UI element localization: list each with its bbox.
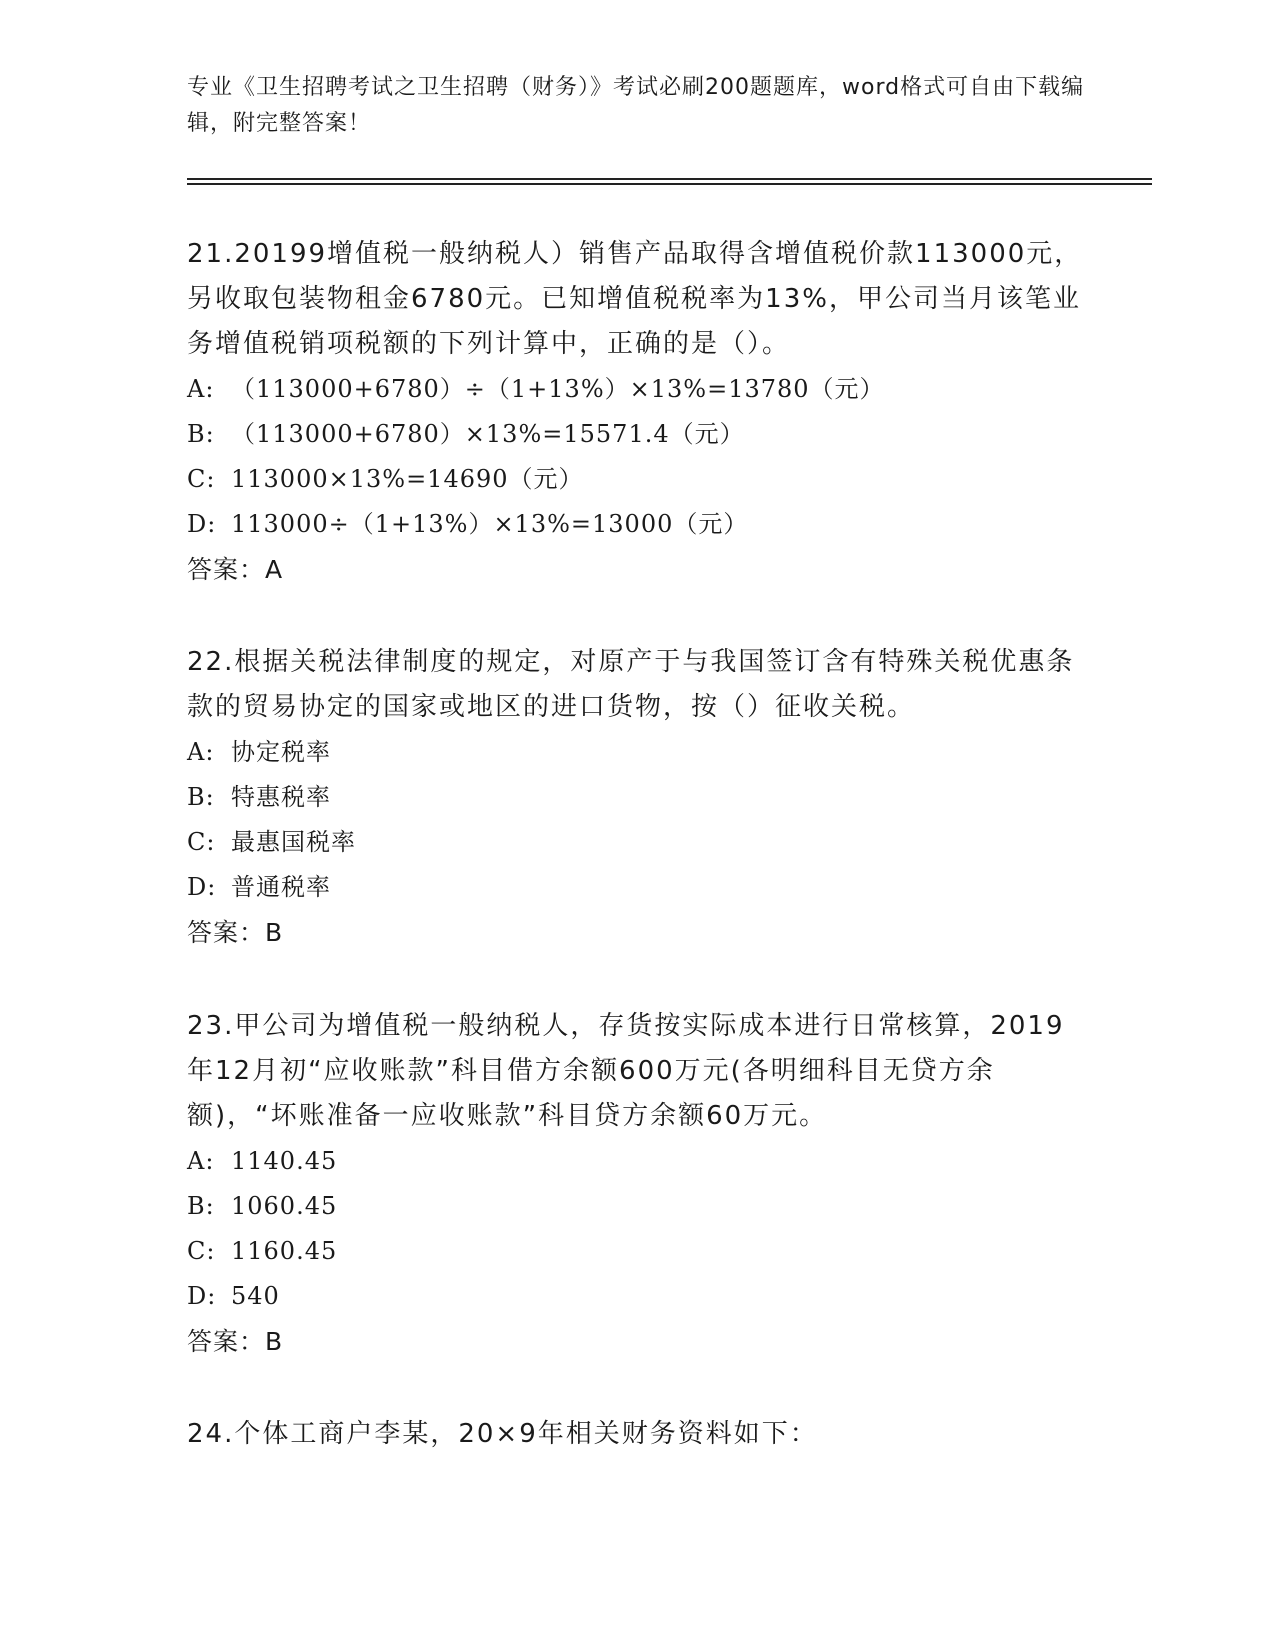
option-text: 1140.45	[231, 1147, 338, 1175]
option-key: B:	[187, 420, 215, 448]
question-stem: 23.甲公司为增值税一般纳税人，存货按实际成本进行日常核算，2019年12月初“应收账款”科目借方余额600万元(各明细科目无贷方余额)，“坏账准备一应收账款”科目贷方余额60万元。	[187, 1011, 1065, 1131]
question-24	[187, 1412, 1087, 1457]
header-divider-bottom	[187, 183, 1152, 185]
option-d	[187, 502, 1087, 547]
option-text: 1060.45	[231, 1192, 338, 1220]
option-key: A:	[187, 1147, 215, 1175]
option-text: 协定税率	[231, 738, 331, 766]
option-a	[187, 1139, 1087, 1184]
option-text: 普通税率	[231, 873, 331, 901]
option-text: （113000+6780）÷（1+13%）×13%=13780（元）	[231, 375, 885, 403]
option-key: D:	[187, 510, 217, 538]
option-b	[187, 775, 1087, 820]
header-divider-top	[187, 178, 1152, 180]
question-22	[187, 640, 1087, 955]
option-c	[187, 457, 1087, 502]
answer-line: 答案：A	[187, 555, 284, 584]
question-23	[187, 1004, 1087, 1364]
option-key: A:	[187, 375, 215, 403]
answer-line: 答案：B	[187, 918, 284, 947]
option-key: A:	[187, 738, 215, 766]
option-text: 1160.45	[231, 1237, 338, 1265]
option-b	[187, 1184, 1087, 1229]
document-header: 专业《卫生招聘考试之卫生招聘（财务）》考试必刷200题题库，word格式可自由下载编辑，附完整答案！	[187, 75, 1085, 136]
option-a	[187, 367, 1087, 412]
option-d	[187, 1274, 1087, 1319]
option-d	[187, 865, 1087, 910]
option-text: 113000÷（1+13%）×13%=13000（元）	[231, 510, 749, 538]
option-b	[187, 412, 1087, 457]
option-text: （113000+6780）×13%=15571.4（元）	[231, 420, 745, 448]
option-text: 最惠国税率	[231, 828, 356, 856]
option-text: 特惠税率	[231, 783, 331, 811]
option-key: D:	[187, 1282, 217, 1310]
question-stem: 24.个体工商户李某，20×9年相关财务资料如下：	[187, 1419, 818, 1449]
option-c	[187, 1229, 1087, 1274]
option-key: D:	[187, 873, 217, 901]
option-key: B:	[187, 1192, 215, 1220]
question-stem: 22.根据关税法律制度的规定，对原产于与我国签订含有特殊关税优惠条款的贸易协定的国家或地区的进口货物，按（）征收关税。	[187, 647, 1075, 722]
option-key: C:	[187, 1237, 216, 1265]
option-text: 113000×13%=14690（元）	[231, 465, 584, 493]
option-key: B:	[187, 783, 215, 811]
question-21	[187, 232, 1087, 592]
option-a	[187, 730, 1087, 775]
option-key: C:	[187, 828, 216, 856]
question-stem: 21.20199增值税一般纳税人）销售产品取得含增值税价款113000元，另收取包装物租金6780元。已知增值税税率为13%，甲公司当月该笔业务增值税销项税额的下列计算中，正确的是（）。	[187, 239, 1083, 359]
answer-line: 答案：B	[187, 1327, 284, 1356]
option-text: 540	[231, 1282, 280, 1310]
option-c	[187, 820, 1087, 865]
option-key: C:	[187, 465, 216, 493]
